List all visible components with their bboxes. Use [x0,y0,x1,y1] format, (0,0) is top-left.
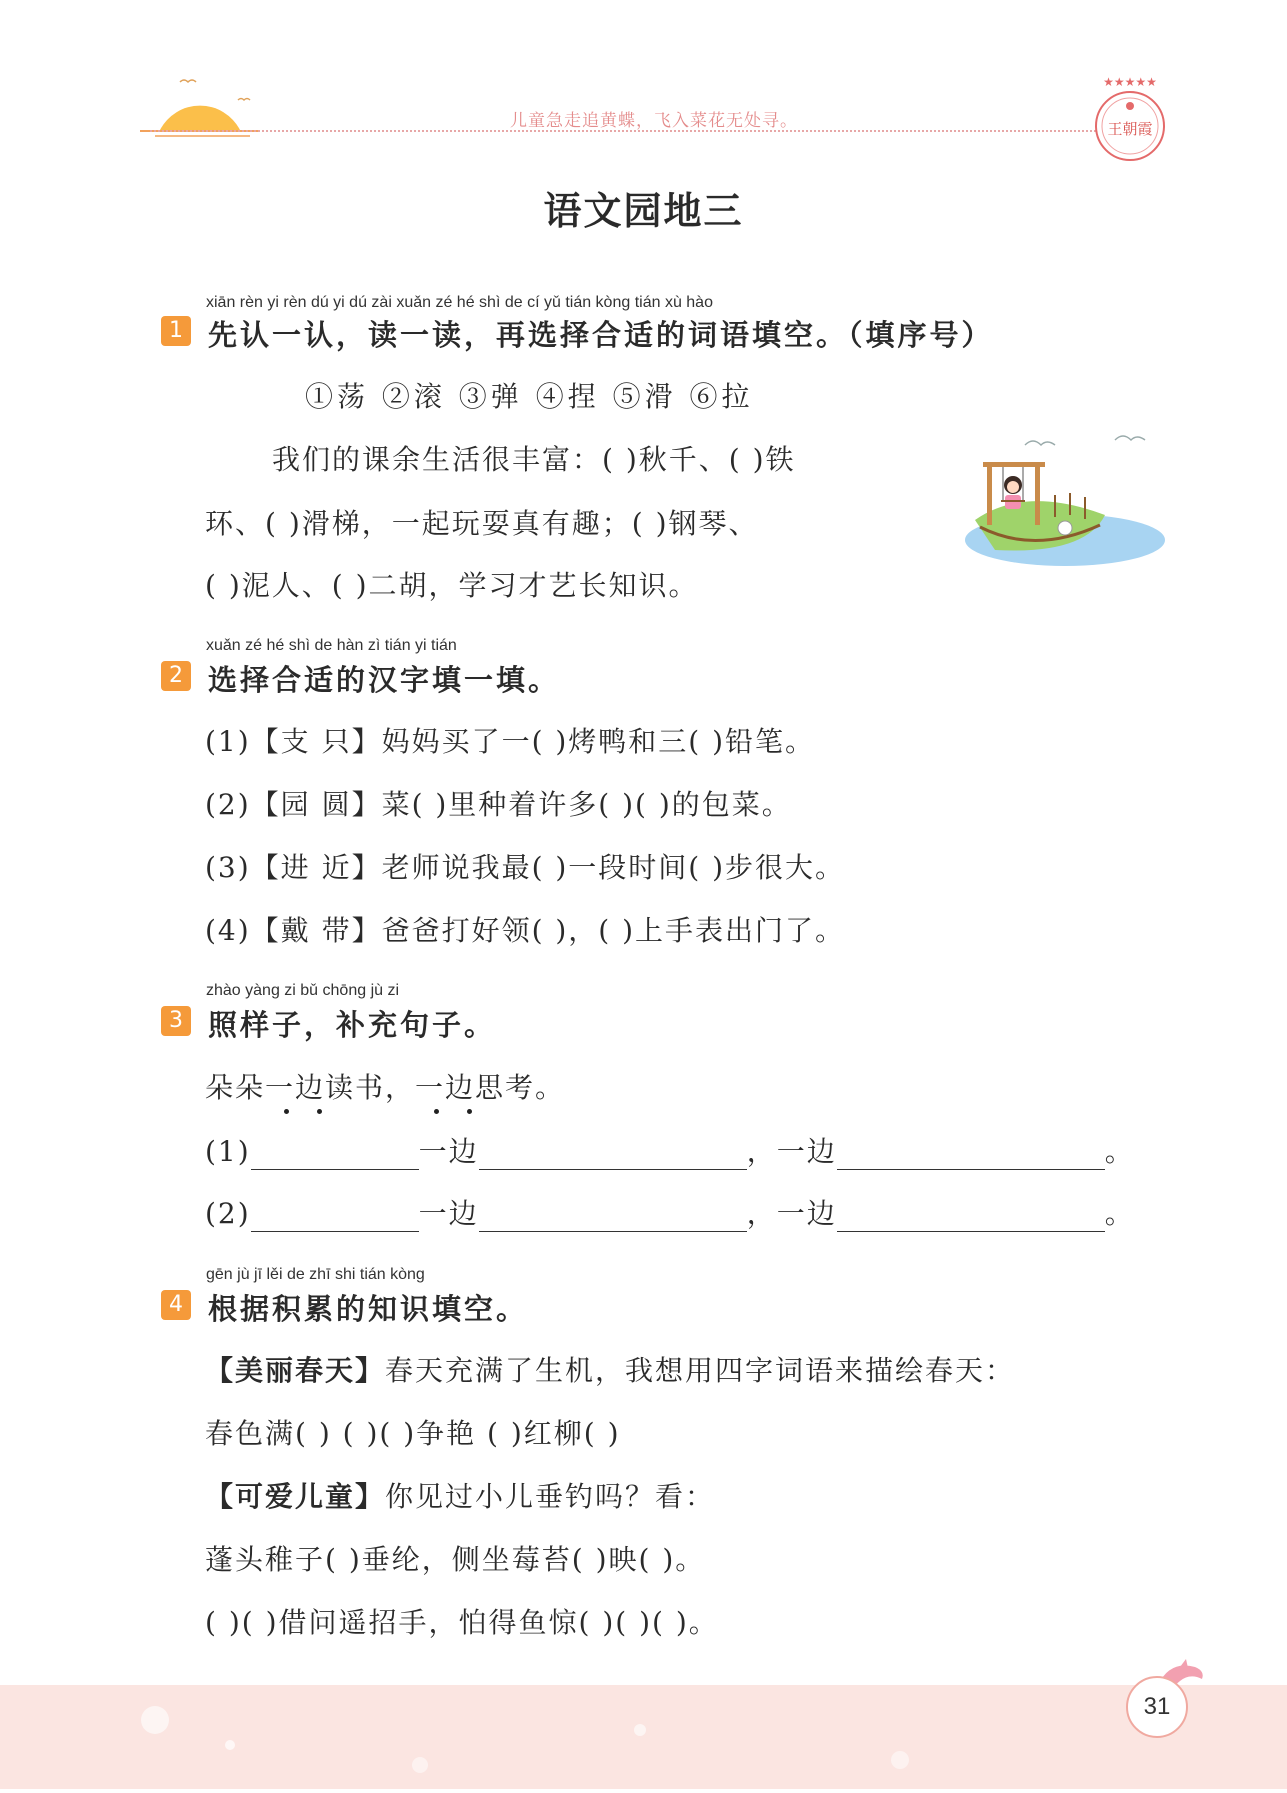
q3-row-label: (2) [205,1197,251,1230]
page-number: 31 [1126,1676,1188,1738]
q1-line-2: 环、( )滑梯，一起玩耍真有趣；( )钢琴、 [205,507,759,540]
q3-end: 。 [1104,1197,1135,1230]
girl-on-swing-illustration [965,425,1165,579]
emphasis-dot [467,1109,472,1114]
q3-number-badge: 3 [161,1006,191,1036]
q4-child-text: 你见过小儿垂钓吗？看： [385,1480,716,1513]
q2-pinyin: xuǎn zé hé shì de hàn zì tián yi tián [206,637,457,654]
q1-line-1: 我们的课余生活很丰富：( )秋千、( )铁 [272,443,796,476]
q4-poem-line-1: 蓬头稚子( )垂纶，侧坐莓苔( )映( )。 [205,1543,706,1576]
q3-title: 照样子，补充句子。 [208,1008,497,1042]
q4-title: 根据积累的知识填空。 [208,1292,529,1326]
answer-blank[interactable] [251,1199,419,1232]
answer-blank[interactable] [837,1137,1105,1170]
q4-child-prompt [205,1475,715,1515]
q3-end: 。 [1104,1135,1135,1168]
q1-line-3: ( )泥人、( )二胡，学习才艺长知识。 [205,569,699,602]
footer-band [0,1685,1287,1789]
q4-pinyin: gēn jù jī lěi de zhī shi tián kòng [206,1266,425,1283]
q4-child-tag: 【可爱儿童】 [205,1480,386,1513]
q4-number-badge: 4 [161,1290,191,1320]
q4-spring-tag: 【美丽春天】 [205,1354,386,1387]
q3-comma-yibian: ，一边 [746,1135,837,1168]
q2-title: 选择合适的汉字填一填。 [208,663,561,697]
header-motto: 儿童急走追黄蝶，飞入菜花无处寻。 [510,111,798,131]
q3-yibian: 一边 [418,1197,479,1230]
q4-poem-line-2: ( )( )借问遥招手，怕得鱼惊( )( )( )。 [205,1606,719,1639]
emphasis-dot [317,1109,322,1114]
q4-spring-fill: 春色满( ) ( )( )争艳 ( )红柳( ) [205,1417,621,1450]
answer-blank[interactable] [479,1199,747,1232]
q2-item-2: (2)【园 圆】菜( )里种着许多( )( )的包菜。 [205,788,792,821]
svg-text:★★★★★: ★★★★★ [1103,76,1157,89]
q3-row-2 [205,1192,1135,1232]
answer-blank[interactable] [479,1137,747,1170]
q3-example: 朵朵一边读书，一边思考。 [205,1071,566,1104]
page-title: 语文园地三 [543,189,744,233]
answer-blank[interactable] [837,1199,1105,1232]
q1-pinyin: xiān rèn yi rèn dú yi dú zài xuǎn zé hé shì de cí yǔ tián kòng tián xù hào [206,294,713,311]
q1-title: 先认一认，读一读，再选择合适的词语填空。（填序号） [208,318,994,352]
q2-number-badge: 2 [161,661,191,691]
svg-text:王朝霞: 王朝霞 [1107,120,1153,138]
answer-blank[interactable] [251,1137,419,1170]
q3-comma-yibian: ，一边 [746,1197,837,1230]
q3-pinyin: zhào yàng zi bǔ chōng jù zi [206,982,400,999]
emphasis-dot [434,1109,439,1114]
q4-spring-text: 春天充满了生机，我想用四字词语来描绘春天： [385,1354,1016,1387]
q2-item-3: (3)【进 近】老师说我最( )一段时间( )步很大。 [205,851,846,884]
q3-row-label: (1) [205,1135,251,1168]
seal-stamp-icon [1090,76,1170,170]
q3-yibian: 一边 [418,1135,479,1168]
q1-number-badge: 1 [161,316,191,346]
emphasis-dot [284,1109,289,1114]
q1-word-options: ①荡 ②滚 ③弹 ④捏 ⑤滑 ⑥拉 [305,380,754,413]
q4-spring-prompt [205,1349,1015,1389]
q2-item-4: (4)【戴 带】爸爸打好领( )，( )上手表出门了。 [205,914,846,947]
q2-item-1: (1)【支 只】妈妈买了一( )烤鸭和三( )铅笔。 [205,725,816,758]
q3-row-1 [205,1130,1135,1170]
